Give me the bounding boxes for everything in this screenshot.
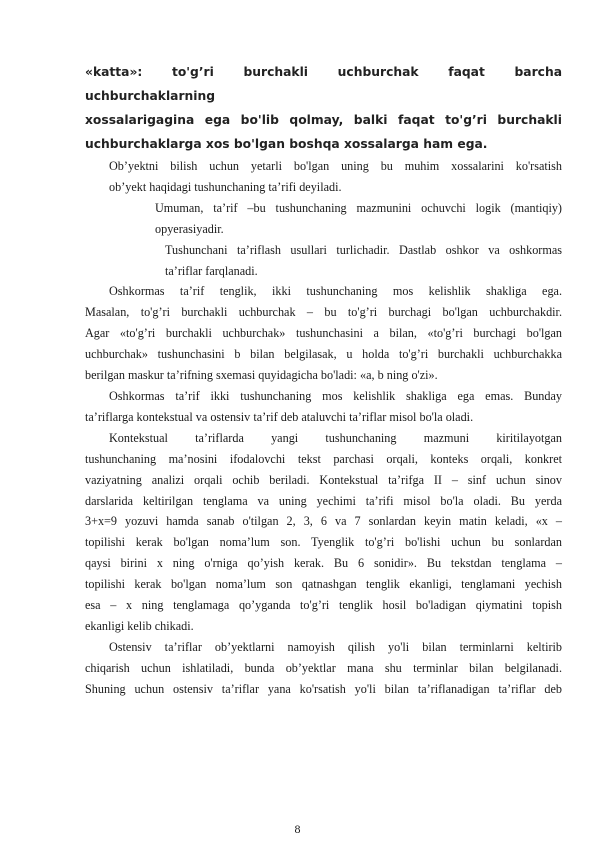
page-number: 8	[294, 822, 301, 836]
heading-line: «katta»: to'g’ri burchakli uchburchak faqat barcha uchburchaklarning	[85, 65, 562, 103]
paragraph-definition	[85, 156, 562, 198]
text-line: Shuning uchun ostensiv ta’riflar yana ko'rsatish yo'li bilan ta’riflanadigan ta’riflar deb	[85, 681, 562, 696]
text-line: Oshkormas ta’rif tenglik, ikki tushunchaning mos kelishlik shakliga ega.	[109, 284, 562, 299]
paragraph-definition-methods	[85, 240, 562, 282]
text-line: ekanligi kelib chikadi.	[85, 618, 194, 633]
text-line: Oshkormas ta’rif ikki tushunchaning mos kelishlik shakliga ega emas. Bunday	[109, 388, 562, 403]
paragraph-logical-operation	[85, 198, 562, 240]
section-heading	[85, 60, 562, 156]
paragraph-ostensive-definitions	[85, 637, 562, 700]
text-line: ob’yekt haqidagi tushunchaning ta’rifi deyiladi.	[109, 179, 342, 194]
text-line: berilgan maskur ta’rifning sxemasi quyidagicha bo'ladi: «a, b ning o'zi».	[85, 368, 438, 383]
text-line: Umuman, ta’rif –bu tushunchaning mazmunini ochuvchi logik (mantiqiy)	[155, 200, 562, 215]
text-line: Ob’yektni bilish uchun yetarli bo'lgan uning bu muhim xossalarini ko'rsatish	[109, 159, 562, 173]
paragraph-implicit-definition	[85, 281, 562, 386]
text-line: Tushunchani ta’riflash usullari turlichadir. Dastlab oshkor va oshkormas	[165, 242, 562, 257]
text-line: topilishi kerak bo'lgan noma’lum son. Tyenglik to'g’ri bo'lishi uchun bu sonlardan	[85, 535, 562, 550]
text-line: Kontekstual ta’riflarda yangi tushunchaning mazmuni kiritilayotgan	[109, 430, 562, 445]
text-line: Ostensiv ta’riflar ob’yektlarni namoyish qilish yo'li bilan terminlarni keltirib	[109, 639, 562, 654]
heading-line: uchburchaklarga xos bo'lgan boshqa xossalarga ham ega.	[85, 137, 488, 151]
text-line: tushunchaning ma’nosini ifodalovchi tekst parchasi orqali, konteks orqali, konkret	[85, 451, 562, 466]
text-line: vaziyatning analizi orqali ochib beriladi. Kontekstual ta’rifga II – sinf uchun sinov	[85, 472, 562, 487]
text-line: 3+x=9 yozuvi hamda sanab o'tilgan 2, 3, 6 va 7 sonlardan keyin matin keladi, «x –	[85, 514, 562, 529]
text-line: uchburchak» tushunchasini b bilan belgilasak, u holda to'g’ri burchakli uchburchakka	[85, 347, 562, 362]
text-line: ta’riflarga kontekstual va ostensiv ta’rif deb ataluvchi ta’riflar misol bo'la oladi.	[85, 409, 474, 424]
text-line: esa – x ning tenglamaga qo’yganda to'g’ri tenglik hosil bo'ladigan qiymatini topish	[85, 598, 562, 613]
text-line: Agar «to'g’ri burchakli uchburchak» tushunchasini a bilan, «to'g’ri burchagi bo'lgan	[85, 326, 562, 341]
paragraph-contextual-ostensive	[85, 386, 562, 428]
text-line: qaysi birini x ning o'rniga qo’yish kerak. Bu 6 sonidir». Bu tekstdan tenglama –	[85, 556, 562, 571]
paragraph-contextual-definitions	[85, 428, 562, 637]
text-line: topilishi kerak bo'lgan noma’lum son qatnashgan tenglik ekanligi, tenglamani yechish	[85, 577, 562, 592]
text-line: chiqarish uchun ishlatiladi, bunda ob’yektlar mana shu terminlar bilan belgilanadi.	[85, 660, 562, 675]
text-line: opyerasiyadir.	[155, 221, 224, 236]
text-line: darslarida keltirilgan tenglama va uning yechimi ta’rifi misol bo'la oladi. Bu yerda	[85, 493, 562, 508]
heading-line: xossalarigagina ega bo'lib qolmay, balki faqat to'g’ri burchakli	[85, 113, 562, 127]
text-line: Masalan, to'g’ri burchakli uchburchak – bu to'g’ri burchagi bo'lgan uchburchakdir.	[85, 305, 562, 320]
text-line: ta’riflar farqlanadi.	[165, 263, 258, 278]
document-page	[85, 60, 562, 700]
